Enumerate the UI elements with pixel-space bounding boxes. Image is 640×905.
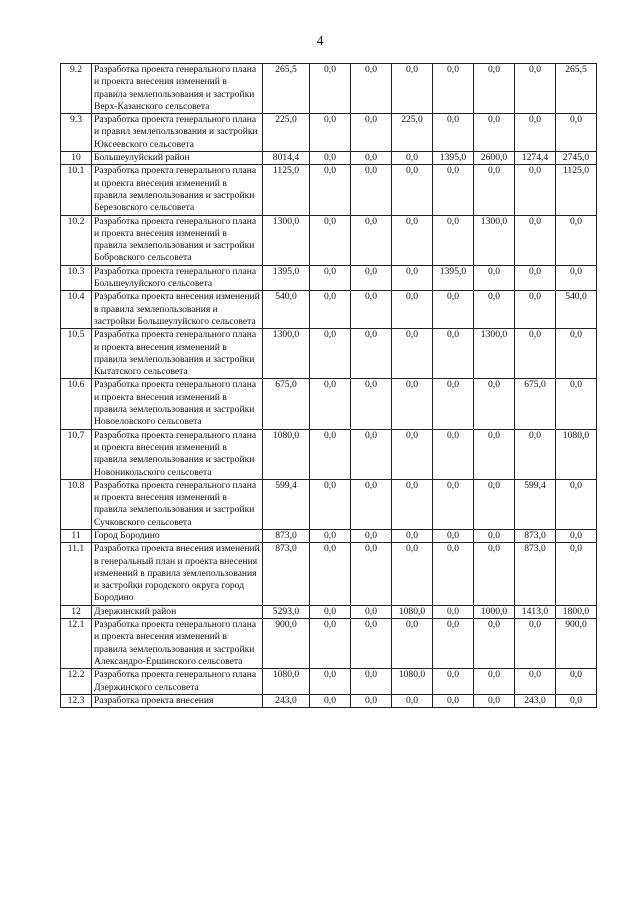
table-row bbox=[61, 379, 597, 429]
row-value: 0,0 bbox=[392, 379, 433, 429]
table-row bbox=[61, 152, 597, 165]
row-name: Разработка проекта внесения bbox=[92, 694, 263, 707]
row-value: 0,0 bbox=[392, 619, 433, 669]
row-value: 0,0 bbox=[351, 152, 392, 165]
row-value: 0,0 bbox=[515, 429, 556, 479]
row-code: 10 bbox=[61, 152, 92, 165]
row-value: 0,0 bbox=[474, 291, 515, 329]
table-row bbox=[61, 215, 597, 265]
row-total: 1125,0 bbox=[263, 165, 310, 215]
row-value: 0,0 bbox=[515, 669, 556, 695]
row-value: 0,0 bbox=[433, 114, 474, 152]
row-value: 0,0 bbox=[351, 64, 392, 114]
row-value: 1800,0 bbox=[556, 605, 597, 618]
row-code: 9.3 bbox=[61, 114, 92, 152]
row-value: 0,0 bbox=[556, 694, 597, 707]
row-value: 0,0 bbox=[351, 543, 392, 605]
row-value: 0,0 bbox=[351, 669, 392, 695]
row-name: Разработка проекта генерального плана и проекта внесения изменений в правила землепользования и застройки Новоникольского сельсовета bbox=[92, 429, 263, 479]
table-row bbox=[61, 429, 597, 479]
row-value: 1000,0 bbox=[474, 605, 515, 618]
row-value: 0,0 bbox=[433, 215, 474, 265]
row-value: 0,0 bbox=[515, 265, 556, 291]
row-value: 1395,0 bbox=[433, 265, 474, 291]
row-value: 0,0 bbox=[433, 429, 474, 479]
row-value: 0,0 bbox=[351, 429, 392, 479]
row-total: 599,4 bbox=[263, 479, 310, 529]
row-value: 1080,0 bbox=[392, 669, 433, 695]
row-value: 0,0 bbox=[310, 165, 351, 215]
row-value: 0,0 bbox=[310, 114, 351, 152]
row-value: 540,0 bbox=[556, 291, 597, 329]
row-code: 10.3 bbox=[61, 265, 92, 291]
row-value: 0,0 bbox=[433, 605, 474, 618]
row-name: Разработка проекта генерального плана и проекта внесения изменений в правила землепользования и застройки Кытатского сельсовета bbox=[92, 329, 263, 379]
row-value: 0,0 bbox=[392, 479, 433, 529]
row-value: 0,0 bbox=[515, 215, 556, 265]
row-value: 675,0 bbox=[515, 379, 556, 429]
row-value: 873,0 bbox=[515, 529, 556, 542]
row-value: 1300,0 bbox=[474, 329, 515, 379]
row-value: 0,0 bbox=[556, 114, 597, 152]
row-code: 12 bbox=[61, 605, 92, 618]
row-value: 0,0 bbox=[310, 215, 351, 265]
row-value: 0,0 bbox=[474, 694, 515, 707]
row-value: 0,0 bbox=[515, 114, 556, 152]
row-code: 10.6 bbox=[61, 379, 92, 429]
row-value: 0,0 bbox=[515, 619, 556, 669]
row-total: 1300,0 bbox=[263, 329, 310, 379]
table-row bbox=[61, 64, 597, 114]
row-value: 0,0 bbox=[515, 291, 556, 329]
table-row bbox=[61, 543, 597, 605]
row-code: 10.1 bbox=[61, 165, 92, 215]
row-value: 873,0 bbox=[515, 543, 556, 605]
row-value: 0,0 bbox=[474, 669, 515, 695]
row-code: 10.8 bbox=[61, 479, 92, 529]
row-total: 540,0 bbox=[263, 291, 310, 329]
row-value: 0,0 bbox=[556, 529, 597, 542]
row-total: 243,0 bbox=[263, 694, 310, 707]
row-value: 0,0 bbox=[392, 543, 433, 605]
row-total: 1395,0 bbox=[263, 265, 310, 291]
row-value: 0,0 bbox=[351, 529, 392, 542]
row-value: 1125,0 bbox=[556, 165, 597, 215]
row-value: 2745,0 bbox=[556, 152, 597, 165]
row-value: 0,0 bbox=[310, 64, 351, 114]
row-code: 10.2 bbox=[61, 215, 92, 265]
row-value: 0,0 bbox=[310, 152, 351, 165]
table-row bbox=[61, 165, 597, 215]
row-value: 0,0 bbox=[433, 694, 474, 707]
table-row bbox=[61, 114, 597, 152]
row-value: 243,0 bbox=[515, 694, 556, 707]
row-value: 0,0 bbox=[474, 379, 515, 429]
row-value: 0,0 bbox=[433, 479, 474, 529]
row-value: 0,0 bbox=[556, 379, 597, 429]
row-value: 1080,0 bbox=[392, 605, 433, 618]
row-value: 0,0 bbox=[474, 114, 515, 152]
table-row bbox=[61, 479, 597, 529]
row-code: 10.5 bbox=[61, 329, 92, 379]
row-value: 0,0 bbox=[310, 605, 351, 618]
row-name: Разработка проекта генерального плана и проекта внесения изменений в правила землепользования и застройки Новоеловского сельсовета bbox=[92, 379, 263, 429]
row-value: 0,0 bbox=[310, 669, 351, 695]
row-name: Разработка проекта генерального плана Большеулуйского сельсовета bbox=[92, 265, 263, 291]
row-name: Дзержинский район bbox=[92, 605, 263, 618]
row-value: 1080,0 bbox=[556, 429, 597, 479]
row-value: 0,0 bbox=[310, 429, 351, 479]
row-total: 1300,0 bbox=[263, 215, 310, 265]
row-value: 0,0 bbox=[310, 291, 351, 329]
table-row bbox=[61, 291, 597, 329]
row-total: 8014,4 bbox=[263, 152, 310, 165]
row-value: 0,0 bbox=[474, 64, 515, 114]
row-code: 10.7 bbox=[61, 429, 92, 479]
row-value: 0,0 bbox=[474, 619, 515, 669]
row-value: 0,0 bbox=[310, 543, 351, 605]
row-value: 0,0 bbox=[474, 479, 515, 529]
table-row bbox=[61, 329, 597, 379]
row-value: 0,0 bbox=[351, 215, 392, 265]
row-value: 0,0 bbox=[433, 291, 474, 329]
row-total: 5293,0 bbox=[263, 605, 310, 618]
row-value: 599,4 bbox=[515, 479, 556, 529]
table-row bbox=[61, 669, 597, 695]
row-value: 2600,0 bbox=[474, 152, 515, 165]
row-name: Разработка проекта генерального плана и проекта внесения изменений в правила землепользования и застройки Сучковского сельсовета bbox=[92, 479, 263, 529]
row-value: 0,0 bbox=[392, 64, 433, 114]
row-value: 0,0 bbox=[351, 114, 392, 152]
row-value: 0,0 bbox=[556, 215, 597, 265]
row-value: 0,0 bbox=[310, 479, 351, 529]
row-name: Разработка проекта генерального плана Дзержинского сельсовета bbox=[92, 669, 263, 695]
row-name: Разработка проекта генерального плана и проекта внесения изменений в правила землепользования и застройки Бобровского сельсовета bbox=[92, 215, 263, 265]
table-row bbox=[61, 529, 597, 542]
row-total: 225,0 bbox=[263, 114, 310, 152]
table-row bbox=[61, 694, 597, 707]
row-value: 0,0 bbox=[392, 165, 433, 215]
row-value: 0,0 bbox=[310, 694, 351, 707]
row-name: Разработка проекта внесения изменений в генеральный план и проекта внесения изменений в правила землепользования и застройки городского округа город Бородино bbox=[92, 543, 263, 605]
row-value: 0,0 bbox=[392, 694, 433, 707]
row-value: 0,0 bbox=[515, 165, 556, 215]
row-value: 0,0 bbox=[351, 165, 392, 215]
row-value: 0,0 bbox=[433, 329, 474, 379]
row-value: 0,0 bbox=[310, 619, 351, 669]
row-value: 0,0 bbox=[433, 529, 474, 542]
row-code: 11.1 bbox=[61, 543, 92, 605]
row-value: 225,0 bbox=[392, 114, 433, 152]
row-value: 0,0 bbox=[351, 605, 392, 618]
row-value: 265,5 bbox=[556, 64, 597, 114]
row-value: 0,0 bbox=[515, 64, 556, 114]
row-value: 1395,0 bbox=[433, 152, 474, 165]
row-value: 0,0 bbox=[351, 619, 392, 669]
row-value: 0,0 bbox=[310, 529, 351, 542]
row-code: 10.4 bbox=[61, 291, 92, 329]
row-name: Большеулуйский район bbox=[92, 152, 263, 165]
row-value: 0,0 bbox=[392, 215, 433, 265]
row-value: 0,0 bbox=[556, 479, 597, 529]
row-name: Разработка проекта генерального плана и проекта внесения изменений в правила землепользования и застройки Березовского сельсовета bbox=[92, 165, 263, 215]
row-total: 873,0 bbox=[263, 543, 310, 605]
row-total: 675,0 bbox=[263, 379, 310, 429]
row-value: 0,0 bbox=[556, 669, 597, 695]
row-value: 0,0 bbox=[310, 329, 351, 379]
row-value: 0,0 bbox=[433, 64, 474, 114]
row-value: 0,0 bbox=[392, 329, 433, 379]
row-value: 1274,4 bbox=[515, 152, 556, 165]
row-value: 0,0 bbox=[433, 619, 474, 669]
row-value: 0,0 bbox=[351, 329, 392, 379]
table-row bbox=[61, 619, 597, 669]
row-value: 0,0 bbox=[351, 291, 392, 329]
row-value: 0,0 bbox=[310, 379, 351, 429]
row-total: 1080,0 bbox=[263, 669, 310, 695]
row-value: 0,0 bbox=[433, 379, 474, 429]
row-total: 900,0 bbox=[263, 619, 310, 669]
row-value: 0,0 bbox=[433, 669, 474, 695]
row-name: Разработка проекта генерального плана и правил землепользования и застройки Юксеевского сельсовета bbox=[92, 114, 263, 152]
page-number: 4 bbox=[316, 34, 324, 49]
row-value: 0,0 bbox=[392, 429, 433, 479]
budget-table bbox=[60, 63, 597, 708]
row-name: Город Бородино bbox=[92, 529, 263, 542]
row-value: 0,0 bbox=[392, 265, 433, 291]
row-value: 0,0 bbox=[474, 529, 515, 542]
row-value: 0,0 bbox=[351, 265, 392, 291]
row-value: 0,0 bbox=[351, 479, 392, 529]
row-value: 0,0 bbox=[392, 529, 433, 542]
row-value: 1300,0 bbox=[474, 215, 515, 265]
row-value: 0,0 bbox=[474, 429, 515, 479]
row-code: 12.2 bbox=[61, 669, 92, 695]
row-value: 0,0 bbox=[556, 543, 597, 605]
row-name: Разработка проекта внесения изменений в правила землепользования и застройки Большеулуйского сельсовета bbox=[92, 291, 263, 329]
row-value: 900,0 bbox=[556, 619, 597, 669]
row-value: 0,0 bbox=[433, 543, 474, 605]
row-value: 0,0 bbox=[433, 165, 474, 215]
row-value: 0,0 bbox=[392, 152, 433, 165]
row-value: 0,0 bbox=[392, 291, 433, 329]
row-name: Разработка проекта генерального плана и проекта внесения изменений в правила землепользования и застройки Верх-Казанского сельсовета bbox=[92, 64, 263, 114]
row-value: 0,0 bbox=[474, 543, 515, 605]
row-value: 0,0 bbox=[351, 694, 392, 707]
row-value: 0,0 bbox=[556, 265, 597, 291]
row-code: 12.1 bbox=[61, 619, 92, 669]
row-total: 1080,0 bbox=[263, 429, 310, 479]
row-value: 0,0 bbox=[351, 379, 392, 429]
row-code: 12.3 bbox=[61, 694, 92, 707]
table-row bbox=[61, 605, 597, 618]
row-code: 9.2 bbox=[61, 64, 92, 114]
row-value: 0,0 bbox=[474, 265, 515, 291]
row-name: Разработка проекта генерального плана и проекта внесения изменений в правила землепользования и застройки Александро-Ершинского сельсовета bbox=[92, 619, 263, 669]
table-row bbox=[61, 265, 597, 291]
row-total: 873,0 bbox=[263, 529, 310, 542]
row-value: 0,0 bbox=[556, 329, 597, 379]
row-value: 0,0 bbox=[310, 265, 351, 291]
row-total: 265,5 bbox=[263, 64, 310, 114]
row-value: 0,0 bbox=[474, 165, 515, 215]
row-value: 1413,0 bbox=[515, 605, 556, 618]
row-code: 11 bbox=[61, 529, 92, 542]
row-value: 0,0 bbox=[515, 329, 556, 379]
